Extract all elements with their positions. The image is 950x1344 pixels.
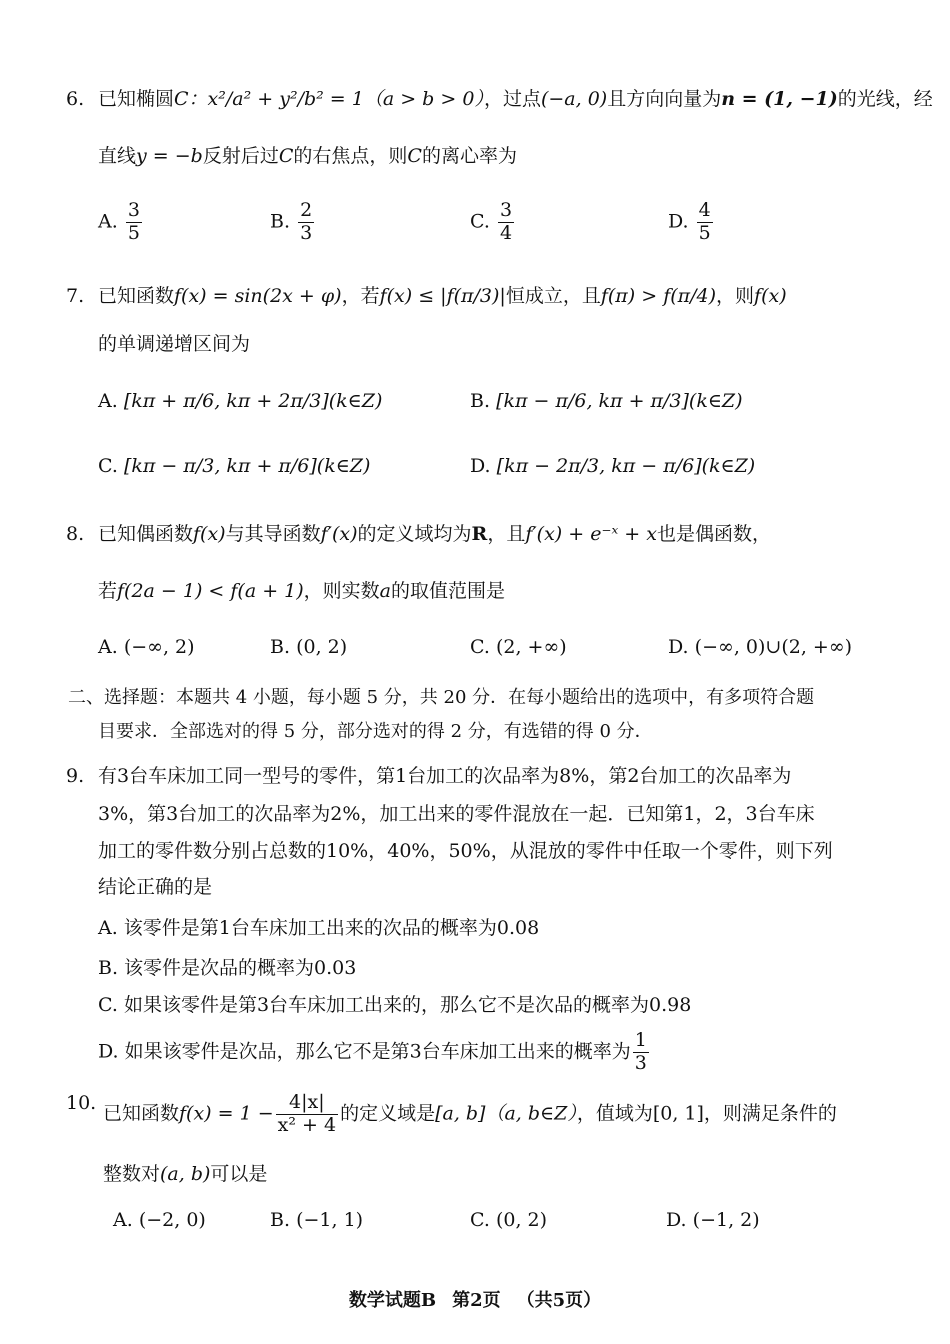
q8-option-a[interactable]: A. (−∞, 2) <box>98 636 195 658</box>
q7-option-d[interactable]: D. [kπ − 2π/3, kπ − π/6](k∈Z) <box>470 455 756 477</box>
q6-option-d[interactable]: D. $\frac{4}{5}$ <box>668 199 711 244</box>
q10-option-b[interactable]: B. (−1, 1) <box>270 1209 364 1231</box>
q8-option-d[interactable]: D. (−∞, 0)∪(2, +∞) <box>668 636 853 658</box>
q7-option-b[interactable]: B. [kπ − π/6, kπ + π/3](k∈Z) <box>470 390 743 412</box>
q6-option-b[interactable]: B. $\frac{2}{3}$ <box>270 199 313 244</box>
q10-option-c[interactable]: C. (0, 2) <box>470 1209 548 1231</box>
page-footer: 数学试题B 第2页 （共5页） <box>348 1290 602 1311</box>
q8-option-b[interactable]: B. (0, 2) <box>270 636 348 658</box>
q6-option-c[interactable]: C. $\frac{3}{4}$ <box>470 199 513 244</box>
q10-number: 10. <box>66 1092 97 1114</box>
q9-option-b[interactable]: B. 该零件是次品的概率为0.03 <box>98 957 357 979</box>
section2-line2: 目要求．全部选对的得 5 分，部分选对的得 2 分，有选错的得 0 分． <box>98 721 653 742</box>
fraction: $\frac{4|x|}{\text{x² + 4}}$ <box>277 1091 337 1136</box>
q6-option-a[interactable]: A. $\frac{3}{5}$ <box>98 199 140 244</box>
q8-number: 8. <box>66 523 85 545</box>
q9-option-d[interactable]: D. 如果该零件是次品，那么它不是第3台车床加工出来的概率为 $\frac{1}{3}$ <box>98 1029 647 1074</box>
q9-number: 9. <box>66 765 85 787</box>
q7-option-a[interactable]: A. [kπ + π/6, kπ + 2π/3](k∈Z) <box>98 390 383 412</box>
q7-option-c[interactable]: C. [kπ − π/3, kπ + π/6](k∈Z) <box>98 455 371 477</box>
q6-number: 6. <box>66 88 85 110</box>
q7-number: 7. <box>66 285 85 307</box>
fraction: $\frac{2}{3}$ <box>300 199 313 244</box>
fraction: $\frac{3}{4}$ <box>499 199 513 244</box>
section2-line1: 二、选择题：本题共 4 小题，每小题 5 分，共 20 分．在每小题给出的选项中，有多项符合题 <box>68 687 815 708</box>
fraction: $\frac{1}{3}$ <box>634 1029 647 1074</box>
fraction: $\frac{3}{5}$ <box>127 199 140 244</box>
q10-option-a[interactable]: A. (−2, 0) <box>113 1209 206 1231</box>
q8-option-c[interactable]: C. (2, +∞) <box>470 636 567 658</box>
q10-option-d[interactable]: D. (−1, 2) <box>666 1209 760 1231</box>
q9-option-a[interactable]: A. 该零件是第1台车床加工出来的次品的概率为0.08 <box>98 917 540 939</box>
q9-option-c[interactable]: C. 如果该零件是第3台车床加工出来的，那么它不是次品的概率为0.98 <box>98 994 692 1016</box>
q6-ellipse: C：x²/a² + y²/b² = 1（a > b > 0） <box>174 88 484 110</box>
fraction: $\frac{4}{5}$ <box>698 199 711 244</box>
